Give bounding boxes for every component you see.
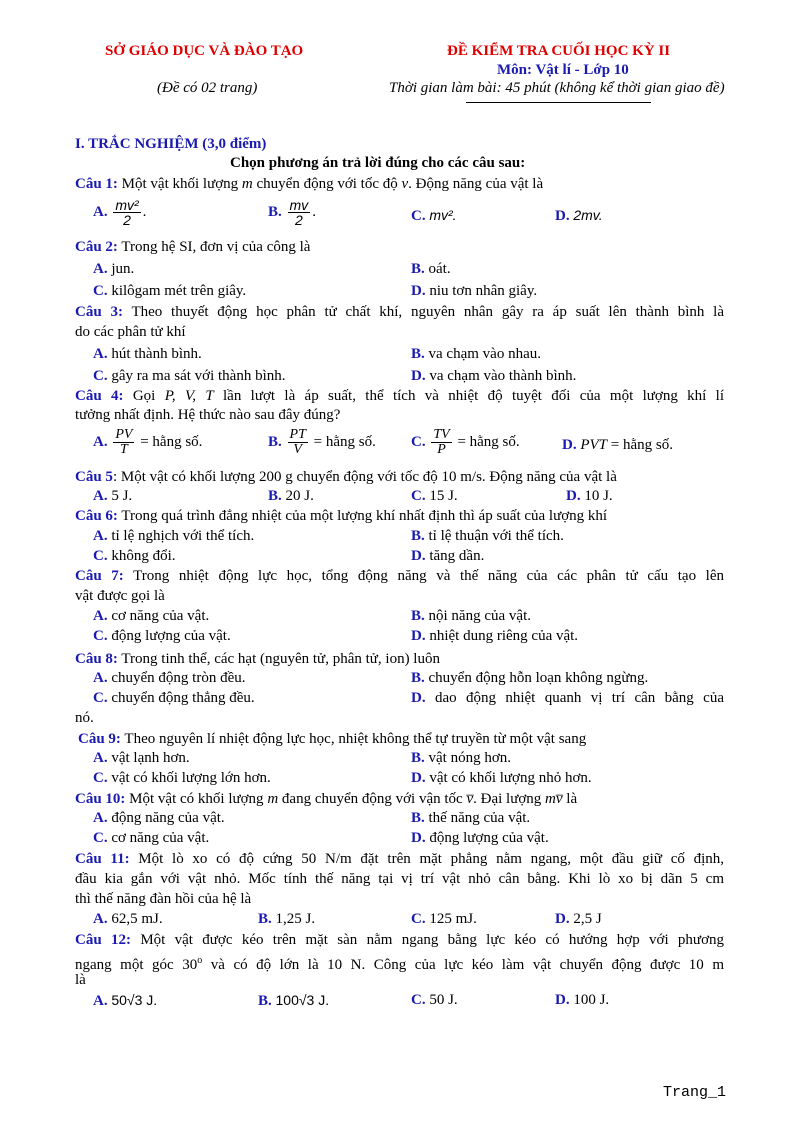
question-11-line-3: thì thế năng đàn hồi của hệ là: [75, 891, 252, 907]
question-3-line-2: do các phân tử khí: [75, 324, 186, 340]
question-11-line-1: Câu 11: Một lò xo có độ cứng 50 N/m đặt trên mặt phẳng nằm ngang, một đầu giữ cố định,: [75, 851, 725, 867]
question-3-line-1: Câu 3: Theo thuyết động học phân tử chất khí, nguyên nhân gây ra áp suất lên thành bình là: [75, 304, 724, 320]
q9-option-a[interactable]: A. vật lạnh hơn.: [93, 750, 190, 766]
q1-option-c[interactable]: C. mv².: [411, 207, 457, 224]
q11-option-d[interactable]: D. 2,5 J: [555, 911, 602, 927]
q3-option-b[interactable]: B. va chạm vào nhau.: [411, 346, 541, 362]
question-9: Câu 9: Theo nguyên lí nhiệt động lực học, nhiệt không thể tự truyền từ một vật sang: [78, 731, 587, 747]
q9-option-b[interactable]: B. vật nóng hơn.: [411, 750, 512, 766]
question-12-line-2: ngang một góc 30$^o$ và có độ lớn là 10 N. Công của lực kéo làm vật chuyển động được 10 m: [75, 955, 724, 973]
q12-option-c[interactable]: C. 50 J.: [411, 992, 458, 1008]
question-12-line-1: Câu 12: Một vật được kéo trên mặt sàn nằm ngang bằng lực kéo có hướng hợp với phương: [75, 932, 724, 948]
q2-option-d[interactable]: D. niu tơn nhân giây.: [411, 283, 538, 299]
q8-option-b[interactable]: B. chuyển động hỗn loạn không ngừng.: [411, 670, 649, 686]
q10-option-c[interactable]: C. cơ năng của vật.: [93, 830, 210, 846]
question-4-line-2: tưởng nhất định. Hệ thức nào sau đây đúng?: [75, 407, 341, 423]
q8-option-c[interactable]: C. chuyển động thẳng đều.: [93, 690, 255, 706]
page-number: Trang_1: [662, 1084, 726, 1101]
q10-option-d[interactable]: D. động lượng của vật.: [411, 830, 549, 846]
q8-option-d-continued: nó.: [75, 710, 94, 726]
section-instruction: Chọn phương án trả lời đúng cho các câu sau:: [230, 155, 526, 171]
q7-option-c[interactable]: C. động lượng của vật.: [93, 628, 231, 644]
q4-option-d[interactable]: D. PVT = hằng số.: [562, 437, 673, 453]
q5-option-a[interactable]: A. 5 J.: [93, 488, 133, 504]
q12-option-d[interactable]: D. 100 J.: [555, 992, 610, 1008]
q2-option-a[interactable]: A. jun.: [93, 261, 135, 277]
question-7-line-2: vật được gọi là: [75, 588, 165, 604]
q9-option-c[interactable]: C. vật có khối lượng lớn hơn.: [93, 770, 271, 786]
q12-option-b[interactable]: B. 100√3 J.: [258, 992, 330, 1009]
exam-time: Thời gian làm bài: 45 phút (không kể thời gian giao đề): [389, 80, 725, 96]
question-4-line-1: Câu 4: Gọi P, V, T lần lượt là áp suất, thể tích và nhiệt độ tuyệt đối của một lượng khí lí: [75, 388, 724, 404]
q1-option-a[interactable]: A. $\frac{\text{mv²}}{2}$ .: [93, 197, 147, 228]
exam-subject: Môn: Vật lí - Lớp 10: [497, 62, 629, 78]
q10-option-b[interactable]: B. thế năng của vật.: [411, 810, 531, 826]
q6-option-b[interactable]: B. tỉ lệ thuận với thể tích.: [411, 528, 564, 544]
q3-option-a[interactable]: A. hút thành bình.: [93, 346, 202, 362]
pages-note: (Đề có 02 trang): [157, 80, 258, 96]
q12-option-a[interactable]: A. 50√3 J.: [93, 992, 158, 1009]
q5-option-b[interactable]: B. 20 J.: [268, 488, 314, 504]
q4-option-b[interactable]: B. $\frac{PT}{V}$ = hằng số.: [268, 427, 376, 457]
q7-option-a[interactable]: A. cơ năng của vật.: [93, 608, 210, 624]
q1-option-b[interactable]: B. $\frac{mv}{2}$ .: [268, 197, 316, 228]
q5-option-d[interactable]: D. 10 J.: [566, 488, 613, 504]
q1-option-d[interactable]: D. 2mv.: [555, 207, 603, 224]
question-8: Câu 8: Trong tinh thể, các hạt (nguyên tử, phân tử, ion) luôn: [75, 651, 440, 667]
exam-title: ĐỀ KIỂM TRA CUỐI HỌC KỲ II: [447, 43, 671, 59]
q8-option-d[interactable]: D. dao động nhiệt quanh vị trí cân bằng của: [411, 690, 724, 706]
q2-option-c[interactable]: C. kilôgam mét trên giây.: [93, 283, 247, 299]
q11-option-a[interactable]: A. 62,5 mJ.: [93, 911, 163, 927]
question-2: Câu 2: Trong hệ SI, đơn vị của công là: [75, 239, 311, 255]
q5-option-c[interactable]: C. 15 J.: [411, 488, 458, 504]
q11-option-c[interactable]: C. 125 mJ.: [411, 911, 477, 927]
q6-option-c[interactable]: C. không đổi.: [93, 548, 176, 564]
question-1: Câu 1: Một vật khối lượng m chuyển động với tốc độ v. Động năng của vật là: [75, 176, 544, 192]
q6-option-a[interactable]: A. tỉ lệ nghịch với thể tích.: [93, 528, 255, 544]
q11-option-b[interactable]: B. 1,25 J.: [258, 911, 316, 927]
q9-option-d[interactable]: D. vật có khối lượng nhỏ hơn.: [411, 770, 592, 786]
question-10: Câu 10: Một vật có khối lượng m đang chuyển động với vận tốc v̅. Đại lượng mv̅ là: [75, 791, 578, 807]
question-6: Câu 6: Trong quá trình đẳng nhiệt của một lượng khí nhất định thì áp suất của lượng khí: [75, 508, 608, 524]
header-underline: [466, 102, 651, 103]
department-name: SỞ GIÁO DỤC VÀ ĐÀO TẠO: [105, 43, 304, 59]
q3-option-d[interactable]: D. va chạm vào thành bình.: [411, 368, 577, 384]
q10-option-a[interactable]: A. động năng của vật.: [93, 810, 225, 826]
q3-option-c[interactable]: C. gây ra ma sát với thành bình.: [93, 368, 286, 384]
question-7-line-1: Câu 7: Trong nhiệt động lực học, tổng động năng và thế năng của các phân tử cấu tạo lên: [75, 568, 725, 584]
question-12-line-3: là: [75, 972, 86, 988]
q4-option-c[interactable]: C. $\frac{TV}{P}$ = hằng số.: [411, 427, 520, 457]
q6-option-d[interactable]: D. tăng dần.: [411, 548, 485, 564]
q7-option-d[interactable]: D. nhiệt dung riêng của vật.: [411, 628, 579, 644]
q7-option-b[interactable]: B. nội năng của vật.: [411, 608, 531, 624]
q4-option-a[interactable]: A. $\frac{PV}{T}$ = hằng số.: [93, 427, 203, 457]
section-title: I. TRẮC NGHIỆM (3,0 điểm): [75, 136, 267, 152]
q8-option-a[interactable]: A. chuyển động tròn đều.: [93, 670, 246, 686]
question-11-line-2: đầu kia gắn với vật nhỏ. Mốc tính thế năng tại vị trí vật nhỏ cân bằng. Khi lò xo bị dãn 5 cm: [75, 871, 724, 887]
q2-option-b[interactable]: B. oát.: [411, 261, 451, 277]
question-5: Câu 5: Một vật có khối lượng 200 g chuyển động với tốc độ 10 m/s. Động năng của vật là: [75, 469, 617, 485]
